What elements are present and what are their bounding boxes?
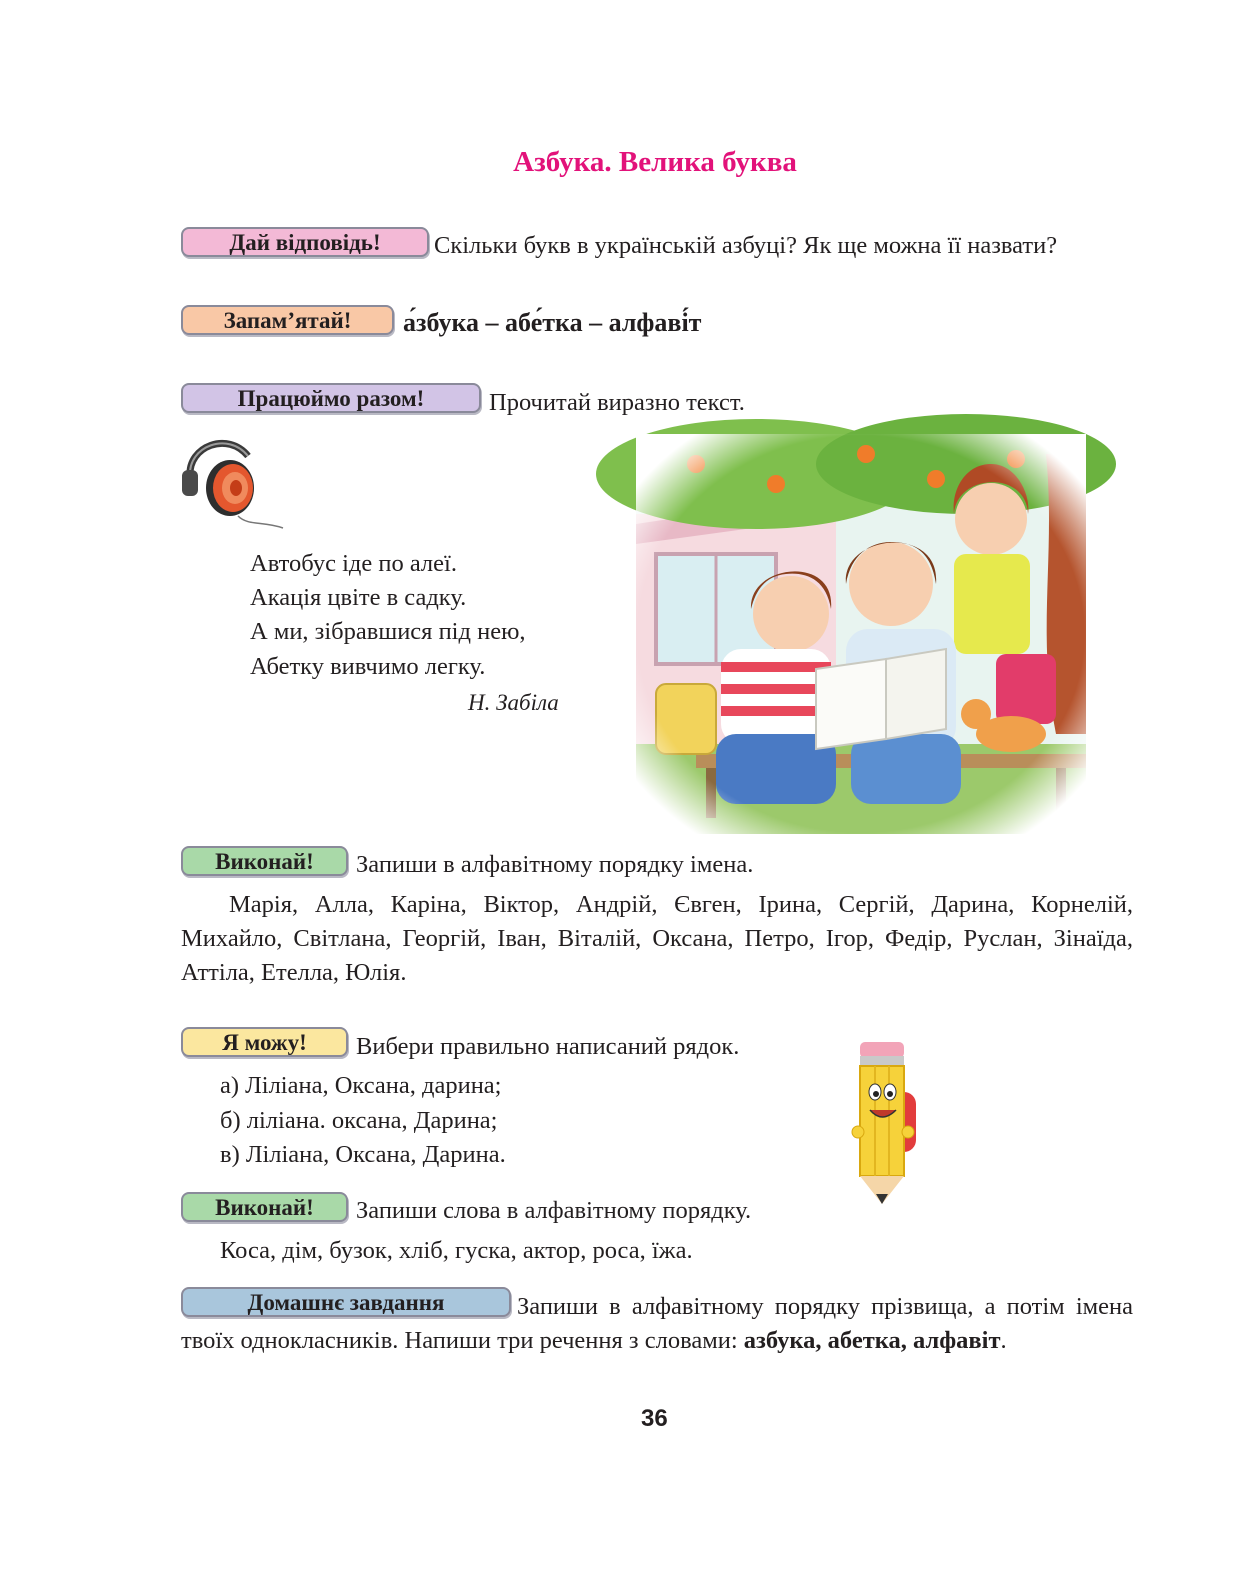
can-label: Я можу! — [181, 1027, 348, 1057]
page-number: 36 — [641, 1405, 668, 1432]
option-a: а) Ліліана, Оксана, дарина; — [220, 1072, 502, 1099]
do-label: Виконай! — [181, 1192, 348, 1222]
homework-text — [181, 1290, 1133, 1358]
homework-label: Домашнє завдання — [181, 1287, 511, 1317]
names-list: Марія, Алла, Каріна, Віктор, Андрій, Євген, Ірина, Сергій, Дарина, Корнелій, Михайло, Світлана, Георгій, Іван, Віталій, Оксана, Петро, Ігор, Федір, Руслан, Зінаїда, Аттіла, Етелла, Юлія. — [181, 891, 1133, 986]
poem-author: Н. Забіла — [468, 690, 559, 715]
headphones-icon — [178, 436, 288, 536]
pencil-mascot-icon — [848, 1032, 928, 1207]
answer-label: Дай відповідь! — [181, 227, 429, 257]
homework-text-end: . — [1000, 1327, 1007, 1354]
page-title: Азбука. Велика буква — [513, 146, 797, 178]
option-b: б) ліліана. оксана, Дарина; — [220, 1107, 498, 1134]
homework-text-start: Запиши в алфавітному порядку прізвища, а потім імена твоїх однокласників. Напиши три речення з словами: — [181, 1293, 1133, 1354]
poem-line: Абетку вивчимо легку. — [250, 653, 486, 680]
poem-line: Автобус іде по алеї. — [250, 550, 457, 577]
do-text: Запиши слова в алфавітному порядку. — [356, 1197, 752, 1224]
do-label: Виконай! — [181, 846, 348, 876]
words-list: Коса, дім, бузок, хліб, гуска, актор, роса, їжа. — [220, 1237, 693, 1264]
remember-text: а́збука – абе́тка – алфаві́т — [403, 308, 702, 337]
answer-text: Скільки букв в українській азбуці? Як ще можна її назвати? — [434, 232, 1058, 259]
homework-bold-words: азбука, абетка, алфавіт — [743, 1327, 1001, 1354]
together-label: Працюймо разом! — [181, 383, 481, 413]
children-reading-illustration — [636, 434, 1086, 834]
together-text: Прочитай виразно текст. — [489, 389, 745, 416]
can-text: Вибери правильно написаний рядок. — [356, 1033, 740, 1060]
poem-line: А ми, зібравшися під нею, — [250, 618, 526, 645]
poem-line: Акація цвіте в садку. — [250, 584, 467, 611]
do-text: Запиши в алфавітному порядку імена. — [356, 851, 754, 878]
option-c: в) Ліліана, Оксана, Дарина. — [220, 1141, 506, 1168]
remember-label: Запам’ятай! — [181, 305, 394, 335]
